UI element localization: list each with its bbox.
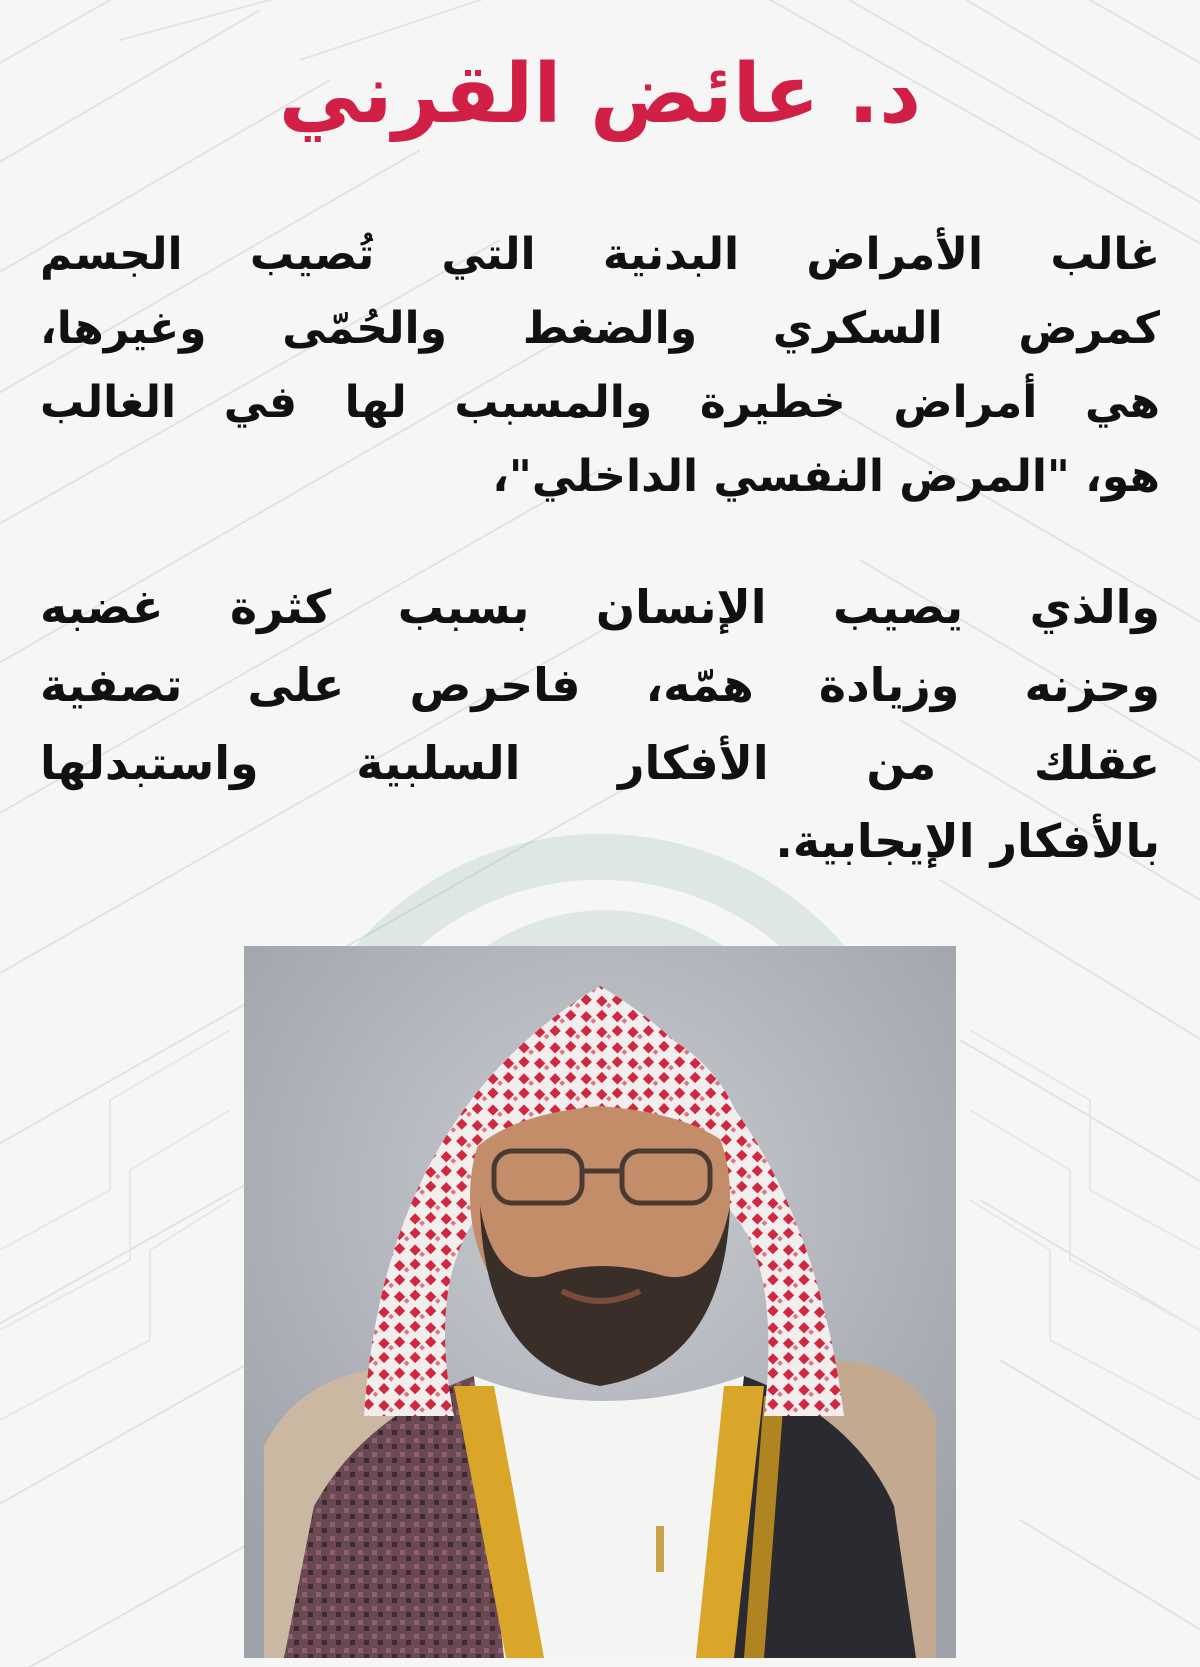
- quote-line: والذي يصيب الإنسان بسبب كثرة غضبه: [40, 580, 1160, 634]
- quote-line: بالأفكار الإيجابية.: [775, 814, 1160, 868]
- quote-line: هو، "المرض النفسي الداخلي"،: [492, 451, 1160, 502]
- portrait-photo: [244, 946, 956, 1658]
- quote-line: غالب الأمراض البدنية التي تُصيب الجسم: [40, 229, 1160, 280]
- quote-paragraph-1: [40, 218, 1160, 514]
- quote-line: هي أمراض خطيرة والمسبب لها في الغالب: [40, 377, 1160, 428]
- page-title: د. عائض القرني: [278, 47, 922, 142]
- quote-line: كمرض السكري والضغط والحُمّى وغيرها،: [40, 303, 1160, 354]
- quote-line: عقلك من الأفكار السلبية واستبدلها: [40, 736, 1160, 790]
- quote-line: وحزنه وزيادة همّه، فاحرص على تصفية: [40, 658, 1160, 712]
- portrait-illustration: [244, 946, 956, 1658]
- quote-paragraph-2: [40, 568, 1160, 880]
